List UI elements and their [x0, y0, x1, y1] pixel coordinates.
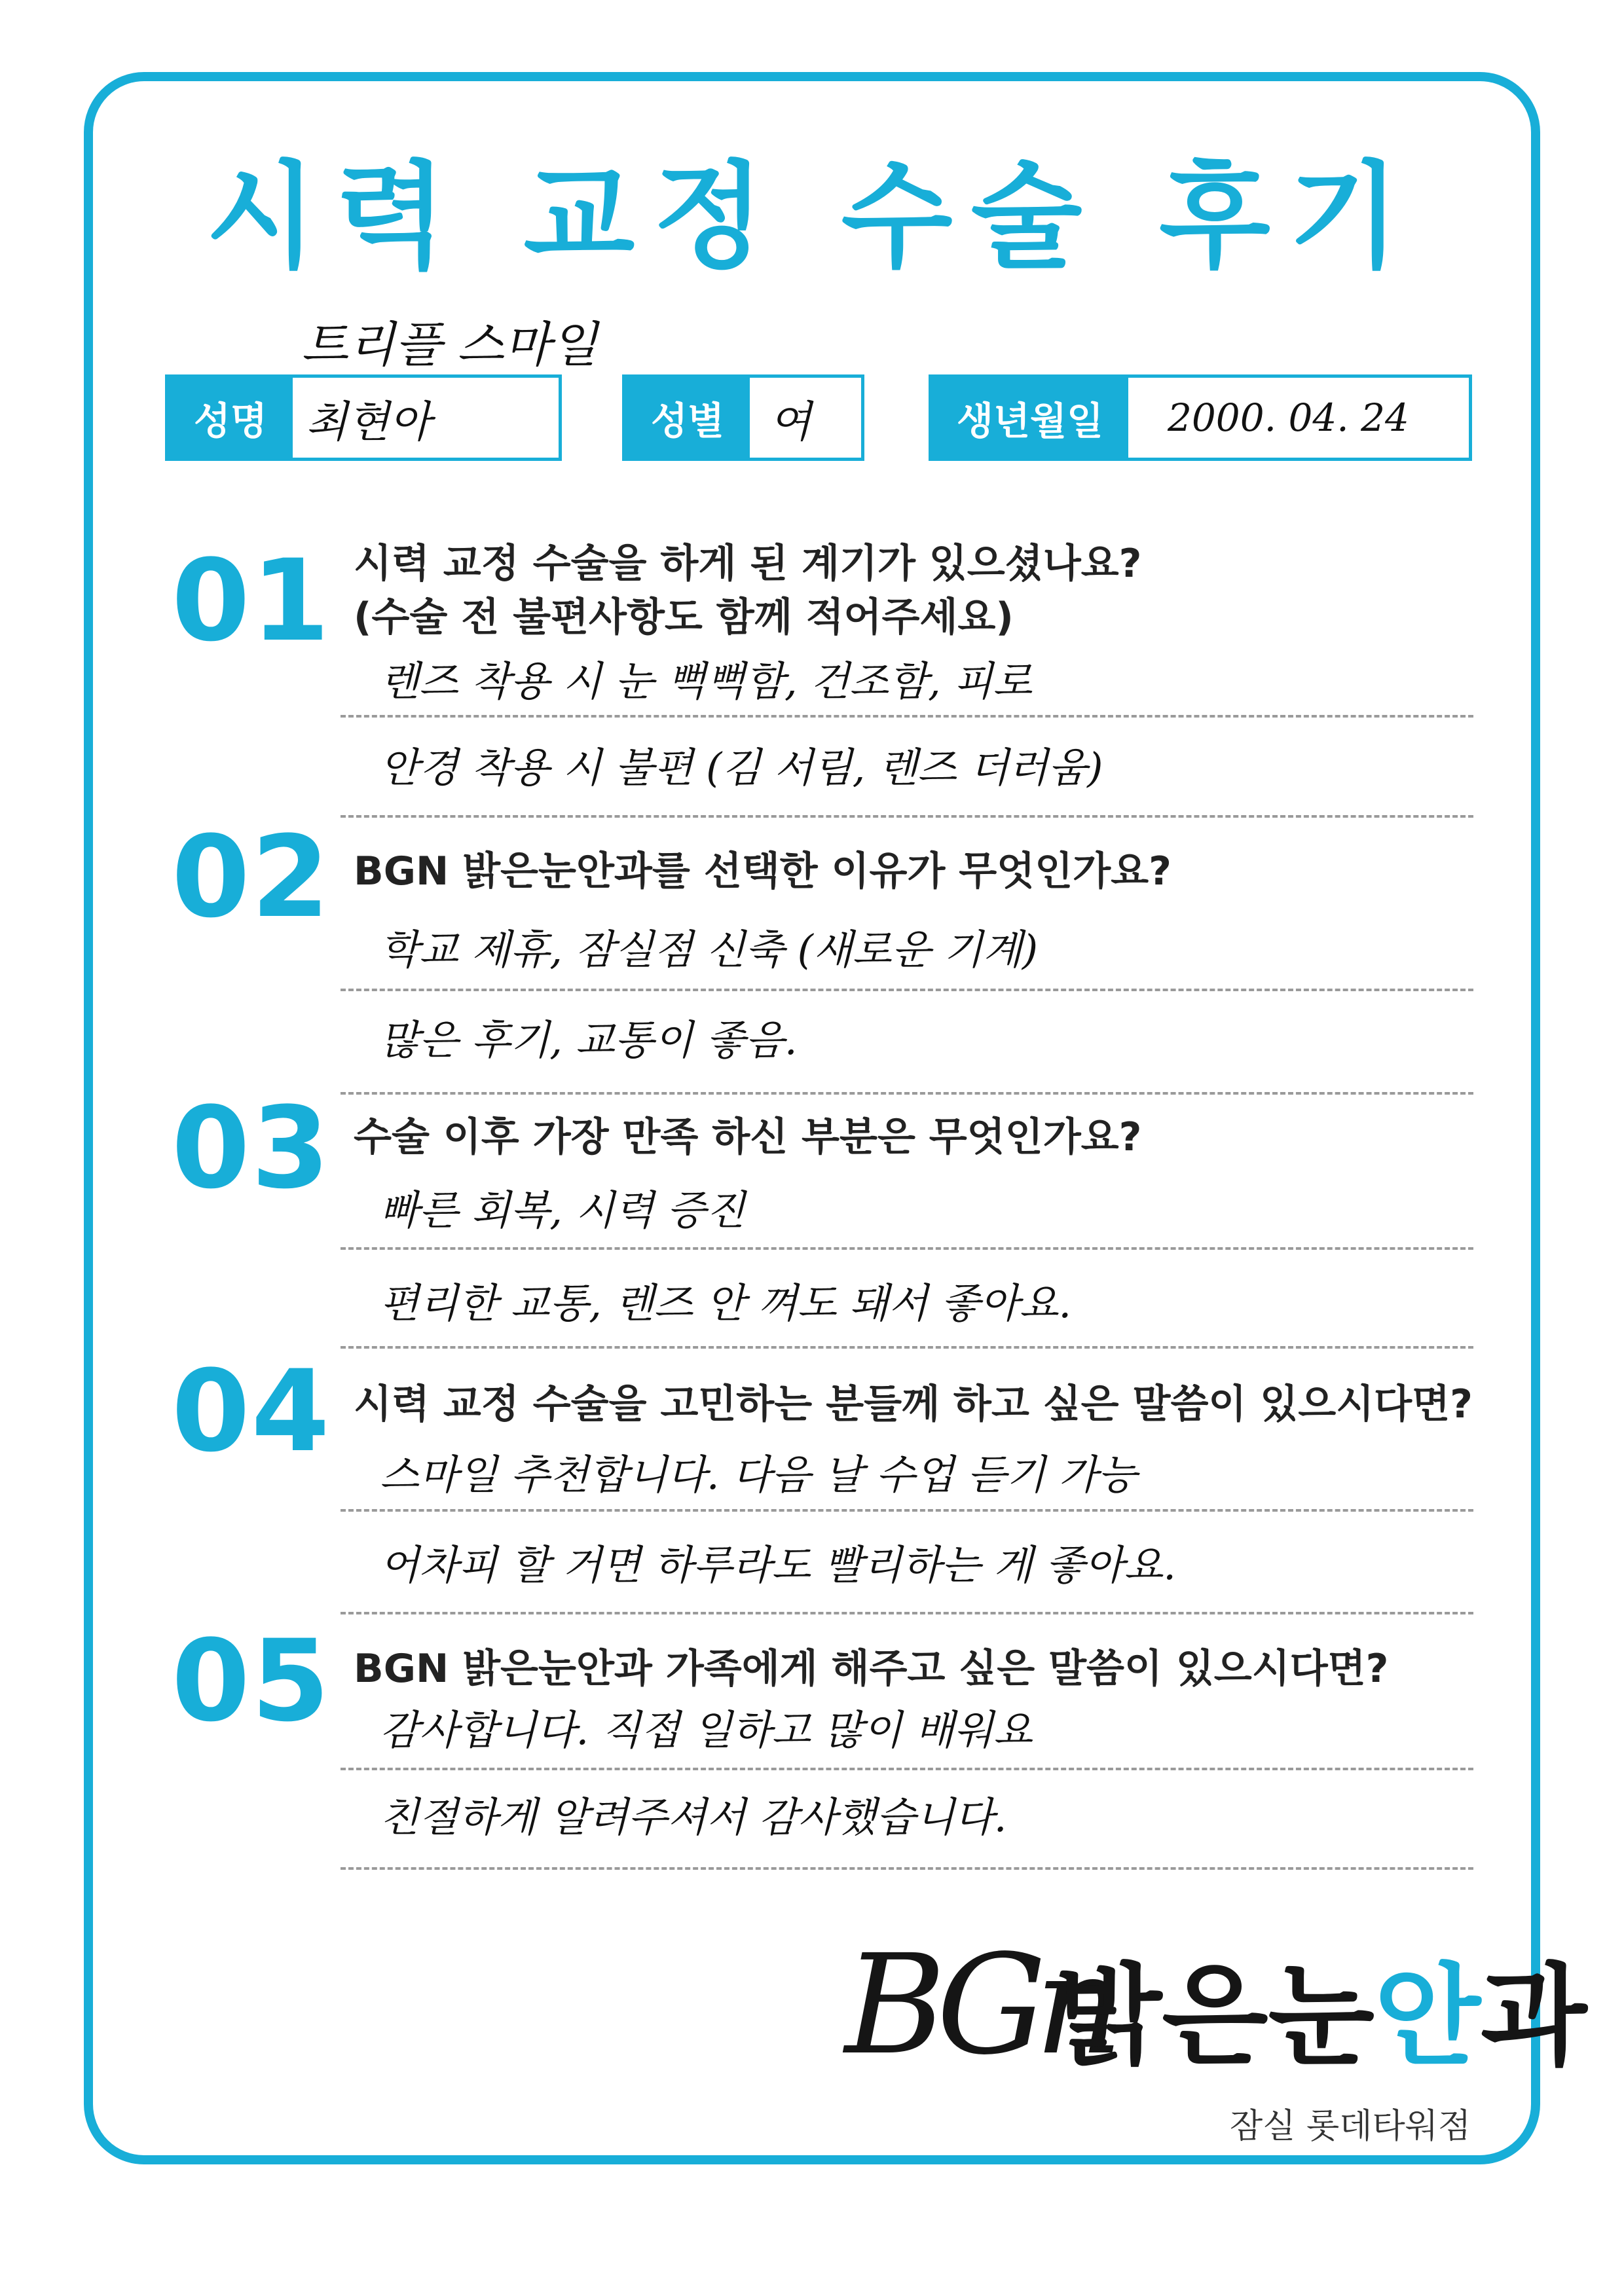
name-label: 성명	[168, 378, 293, 458]
gender-label: 성별	[625, 378, 750, 458]
answer-line: 친절하게 알려주셔서 감사했습니다.	[380, 1793, 1007, 1841]
answer-divider	[341, 1092, 1473, 1095]
birthdate-value: 2000. 04. 24	[1168, 395, 1409, 440]
answer-line: 많은 후기, 교통이 좋음.	[380, 1016, 798, 1064]
answer-line: 학교 제휴, 잠실점 신축 (새로운 기계)	[380, 926, 1039, 974]
question-text: 시력 교정 수술을 하게 된 계기가 있으셨나요?	[354, 541, 1142, 587]
question-number: 04	[172, 1345, 331, 1477]
question-text: 시력 교정 수술을 고민하는 분들께 하고 싶은 말씀이 있으시다면?	[354, 1381, 1473, 1427]
question-text: BGN 밝은눈안과 가족에게 해주고 싶은 말씀이 있으시다면?	[354, 1646, 1389, 1692]
answer-divider	[341, 1867, 1473, 1870]
gender-field	[622, 374, 864, 461]
question-text: (수술 전 불편사항도 함께 적어주세요)	[354, 594, 1014, 640]
logo-text-part: 밝은눈	[1056, 1952, 1375, 2081]
answer-divider	[341, 1768, 1473, 1770]
question-number: 05	[172, 1615, 331, 1747]
answer-line: 감사합니다. 직접 일하고 많이 배워요	[380, 1706, 1033, 1754]
answer-divider	[341, 1509, 1473, 1512]
bgn-logo-mark: BGn	[845, 1925, 1112, 2085]
answer-divider	[341, 989, 1473, 991]
birthdate-field	[929, 374, 1472, 461]
question-number: 03	[172, 1082, 331, 1214]
answer-divider	[341, 1247, 1473, 1250]
answer-line: 안경 착용 시 불편 (김 서림, 렌즈 더러움)	[380, 744, 1103, 792]
answer-divider	[341, 1346, 1473, 1349]
page-title: 시력 교정 수술 후기	[206, 150, 1418, 284]
clinic-logo-name	[1056, 1952, 1587, 2081]
birthdate-label: 생년월일	[932, 378, 1128, 458]
handwritten-nickname: 트리플 스마일	[301, 317, 598, 373]
answer-line: 스마일 추천합니다. 다음 날 수업 듣기 가능	[380, 1451, 1137, 1499]
answer-line: 편리한 교통, 렌즈 안 껴도 돼서 좋아요.	[380, 1279, 1072, 1327]
answer-line: 빠른 회복, 시력 증진	[380, 1186, 745, 1234]
logo-text-part: 과	[1481, 1952, 1587, 2081]
answer-line: 렌즈 착용 시 눈 뻑뻑함, 건조함, 피로	[380, 657, 1033, 705]
name-value: 최현아	[306, 396, 432, 447]
question-text: 수술 이후 가장 만족 하신 부분은 무엇인가요?	[354, 1114, 1142, 1160]
question-number: 02	[172, 811, 331, 943]
answer-line: 어차피 할 거면 하루라도 빨리하는 게 좋아요.	[380, 1541, 1177, 1589]
answer-divider	[341, 715, 1473, 718]
logo-text-highlight: 안	[1374, 1952, 1481, 2081]
gender-value: 여	[769, 396, 811, 447]
branch-name: 잠실 롯데타워점	[1230, 2107, 1471, 2146]
question-text: BGN 밝은눈안과를 선택한 이유가 무엇인가요?	[354, 848, 1172, 894]
answer-divider	[341, 815, 1473, 818]
answer-divider	[341, 1612, 1473, 1614]
question-number: 01	[172, 535, 331, 666]
name-field	[165, 374, 562, 461]
